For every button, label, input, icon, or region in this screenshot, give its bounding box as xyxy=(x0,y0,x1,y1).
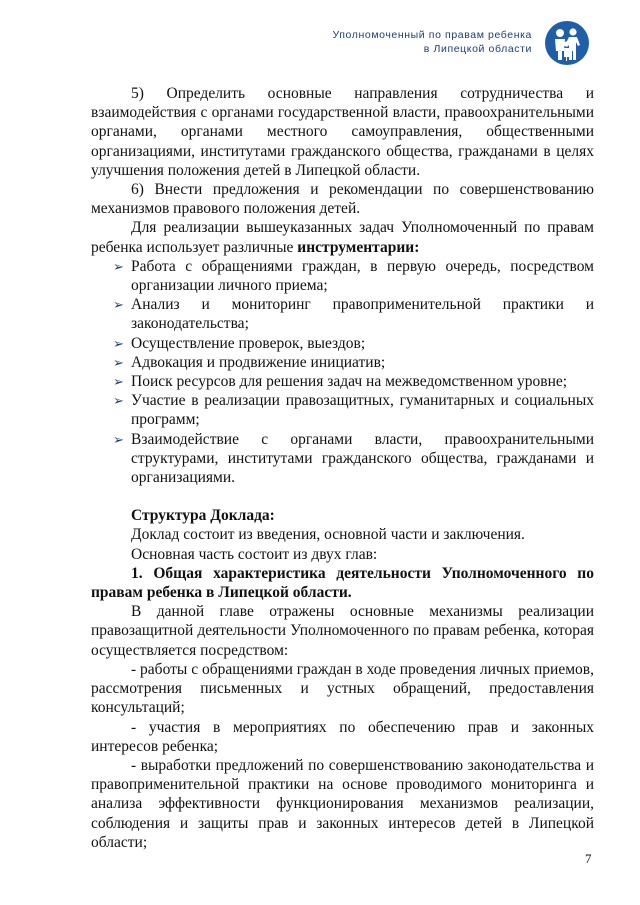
bullet-text: Осуществление проверок, выездов; xyxy=(131,334,366,352)
arrow-bullet-icon: ➢ xyxy=(113,431,124,447)
list-item: - участия в мероприятиях по обеспечению прав и законных интересов ребенка; xyxy=(91,718,594,755)
list-item: - выработки предложений по совершенствованию законодательства и правоприменительной практики на основе проводимого мониторинга и анализа эффективности функционирования механизмов реализации, соблюдения и защиты прав и законных интересов детей в Липецкой области; xyxy=(91,756,594,851)
paragraph: Доклад состоит из введения, основной части и заключения. xyxy=(131,526,525,544)
paragraph-text: Для реализации вышеуказанных задач Уполномоченный по правам ребенка использует различные xyxy=(91,219,594,256)
arrow-bullet-icon: ➢ xyxy=(113,393,124,409)
header-line-1: Уполномоченный по правам ребенка xyxy=(332,29,532,41)
bullet-text: Работа с обращениями граждан, в первую очередь, посредством организации личного приема; xyxy=(131,257,594,295)
document-body xyxy=(91,84,594,852)
bold-term: инструментарии: xyxy=(297,238,420,256)
bullet-text: Поиск ресурсов для решения задач на межведомственном уровне; xyxy=(131,373,568,391)
arrow-bullet-icon: ➢ xyxy=(113,354,124,370)
header-line-2: в Липецкой области xyxy=(423,43,532,55)
page-header xyxy=(332,28,532,56)
bullet-item xyxy=(91,430,594,488)
paragraph: В данной главе отражены основные механизмы реализации правозащитной деятельности Уполномоченного по правам ребенка, которая осуществляется посредством: xyxy=(91,603,594,659)
bullet-text: Анализ и мониторинг правоприменительной практики и законодательства; xyxy=(131,296,594,333)
bullet-text: Взаимодействие с органами власти, правоохранительными структурами, институтами гражданского общества, гражданами и организациями. xyxy=(131,430,594,487)
bullet-item xyxy=(91,334,594,353)
bullet-item xyxy=(91,257,594,295)
section-heading-text: Структура Доклада: xyxy=(131,507,275,525)
bullet-item xyxy=(91,295,594,333)
paragraph: 5) Определить основные направления сотрудничества и взаимодействия с органами государственной власти, правоохранительными органами, органами местного самоуправления, общественными организациями, институтами гражданского общества, гражданами в целях улучшения положения детей в Липецкой области. xyxy=(91,85,594,179)
bullet-text: Участие в реализации правозащитных, гуманитарных и социальных программ; xyxy=(131,392,594,429)
section-heading xyxy=(91,506,594,525)
children-silhouette-logo xyxy=(544,20,590,66)
arrow-bullet-icon: ➢ xyxy=(113,335,124,351)
paragraph: Основная часть состоит из двух глав: xyxy=(131,545,378,563)
arrow-bullet-icon: ➢ xyxy=(113,374,124,390)
bullet-text: Адвокация и продвижение инициатив; xyxy=(131,353,386,371)
arrow-bullet-icon: ➢ xyxy=(113,297,124,313)
spacer xyxy=(91,487,594,506)
chapter-title-text: 1. Общая характеристика деятельности Уполномоченного по правам ребенка в Липецкой области. xyxy=(91,564,594,602)
list-item: - работы с обращениями граждан в ходе проведения личных приемов, рассмотрения письменных и устных обращений, предоставления консультаций; xyxy=(91,660,594,717)
bullet-item xyxy=(91,391,594,429)
bullet-item xyxy=(91,353,594,372)
chapter-title xyxy=(91,564,594,602)
paragraph xyxy=(91,218,594,256)
paragraph: 6) Внести предложения и рекомендации по совершенствованию механизмов правового положения детей. xyxy=(91,181,594,218)
arrow-bullet-icon: ➢ xyxy=(113,258,124,274)
bullet-item xyxy=(91,372,594,391)
page-number: 7 xyxy=(585,851,592,866)
